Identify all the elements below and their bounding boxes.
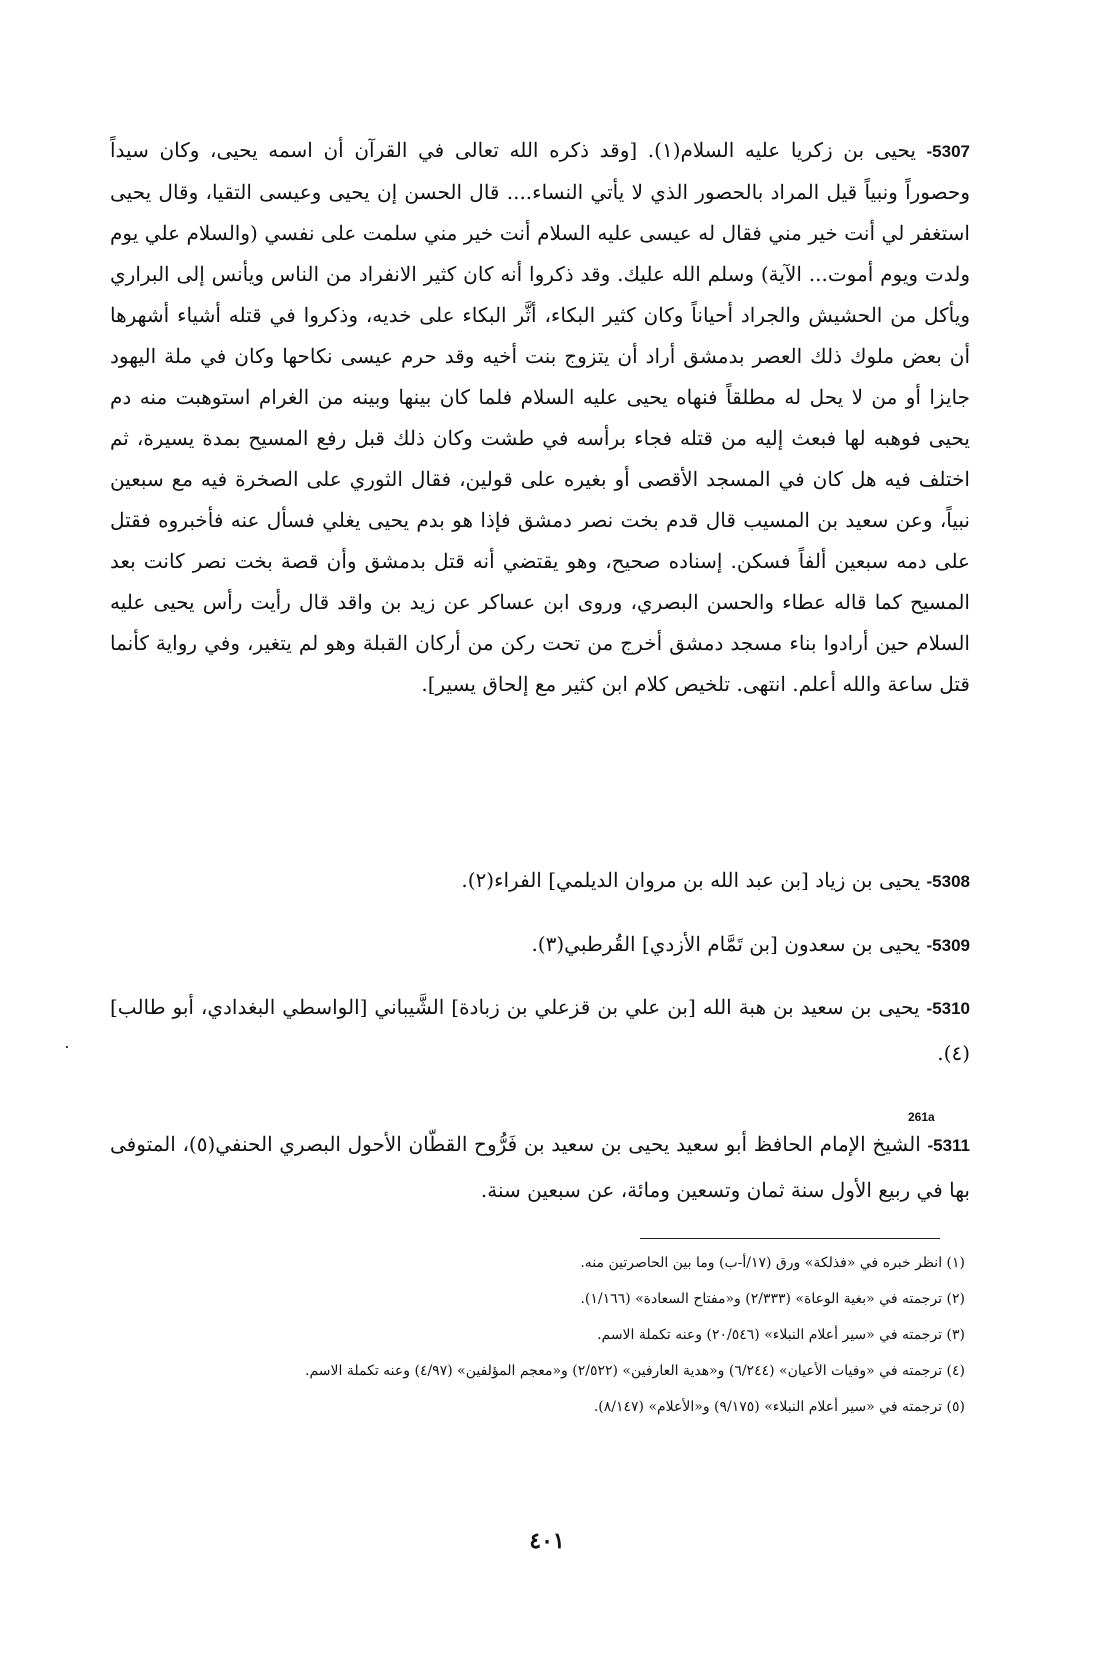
entry-5307 (110, 130, 970, 705)
footnote-separator (640, 1238, 940, 1239)
footnote-1: (١) انظر خبره في «فذلكة» ورق (١٧/أ-ب) وما بين الحاصرتين منه. (580, 1255, 965, 1271)
folio-marker: 261a (908, 1110, 935, 1124)
footnote-5: (٥) ترجمته في «سير أعلام النبلاء» (٩/١٧٥) و«الأعلام» (٨/١٤٧). (593, 1399, 965, 1415)
entry-5311 (110, 1122, 970, 1212)
page-number: ٤٠١ (529, 1528, 565, 1554)
entry-number: 5309- (926, 936, 970, 955)
footnote-4: (٤) ترجمته في «وفيات الأعيان» (٦/٢٤٤) و«هدية العارفين» (٢/٥٢٢) و«معجم المؤلفين» (٤/٩٧) وعنه تكملة الاسم. (305, 1363, 965, 1379)
entry-text: يحيى بن زكريا عليه السلام(١). [وقد ذكره الله تعالى في القرآن أن اسمه يحيى، وكان سيداً وحصوراً ونبياً قيل المراد بالحصور الذي لا يأتي النساء.... قال الحسن إن يحيى وعيسى التقيا، وقال يحيى استغفر لي أنت خير مني فقال له عيسى عليه السلام أنت خير مني سلمت على نفسي (والسلام علي يوم ولدت ويوم أموت... الآية) وسلم الله عليك. وقد ذكروا أنه كان كثير الانفراد من الناس ويأنس إلى البراري ويأكل من الحشيش والجراد أحياناً وكان كثير البكاء، أثَّر البكاء على خديه، وذكروا في قتله أشياء أشهرها أن بعض ملوك ذلك العصر بدمشق أراد أن يتزوج بنت أخيه وقد حرم عيسى نكاحها وكان في ملة اليهود جايزا أو من لا يحل له مطلقاً فنهاه يحيى عليه السلام فلما كان بينها وبينه من الغرام استوهبت منه دم يحيى فوهبه لها فبعث إليه من قتله فجاء برأسه في طشت وكان ذلك قبل رفع المسيح بمدة يسيرة، ثم اختلف فيه هل كان في المسجد الأقصى أو بغيره على قولين، فقال الثوري على الصخرة فيه مع سبعين نبياً، وعن سعيد بن المسيب قال قدم بخت نصر دمشق فإذا هو بدم يحيى يغلي فسأل عنه فأخبروه فقتل على دمه سبعين ألفاً فسكن. إسناده صحيح، وهو يقتضي أنه قتل بدمشق وأن قصة بخت نصر كانت بعد المسيح كما قاله عطاء والحسن البصري، وروى ابن عساكر عن زيد بن واقد قال رأيت رأس يحيى عليه السلام حين أرادوا بناء مسجد دمشق أخرج من تحت ركن من أركان القبلة وهو لم يتغير، وفي رواية كأنما قتل ساعة والله أعلم. انتهى. تلخيص كلام ابن كثير مع إلحاق يسير]. (110, 138, 970, 696)
entry-number: 5311- (927, 1136, 970, 1155)
scan-speck (66, 1046, 68, 1048)
entry-number: 5307- (926, 142, 970, 161)
entry-5309 (110, 922, 970, 968)
footnote-2: (٢) ترجمته في «بغية الوعاة» (٢/٣٣٣) و«مفتاح السعادة» (١/١٦٦). (580, 1291, 965, 1307)
footnotes (105, 1245, 965, 1425)
entry-number: 5310- (926, 999, 971, 1018)
entry-text: يحيى بن سعدون [بن تَمَّام الأزدي] القُرطبي(٣). (531, 932, 921, 956)
entry-number: 5308- (926, 872, 970, 891)
entry-text: الشيخ الإمام الحافظ أبو سعيد يحيى بن سعيد بن فَرُّوح القطّان الأحول البصري الحنفي(٥)، المتوفى بها في ربيع الأول سنة ثمان وتسعين ومائة، عن سبعين سنة. (110, 1132, 970, 1202)
entry-5308 (110, 858, 970, 904)
entry-text: يحيى بن سعيد بن هبة الله [بن علي بن قزعلي بن زبادة] الشَّيباني [الواسطي البغدادي، أبو طالب](٤). (110, 995, 970, 1065)
footnote-3: (٣) ترجمته في «سير أعلام النبلاء» (٢٠/٥٤٦) وعنه تكملة الاسم. (597, 1327, 965, 1343)
entry-5310 (110, 985, 970, 1075)
entry-text: يحيى بن زياد [بن عبد الله بن مروان الديلمي] الفراء(٢). (461, 868, 921, 892)
